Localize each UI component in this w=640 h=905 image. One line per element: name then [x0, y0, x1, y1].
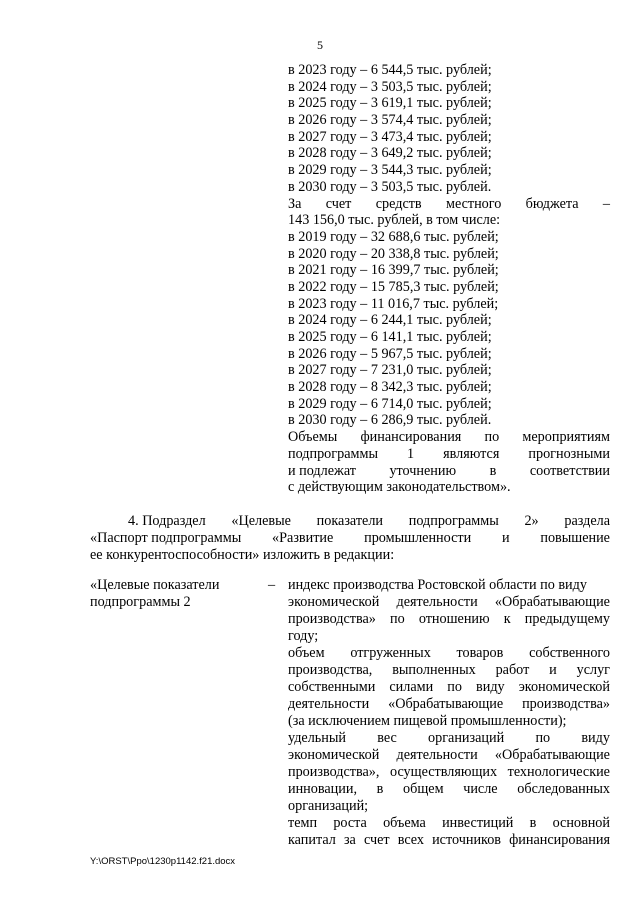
- word: объем: [288, 645, 325, 661]
- funding-year-line: в 2029 году – 6 714,0 тыс. рублей;: [288, 395, 492, 412]
- word: бюджета: [525, 195, 579, 212]
- word: финансирования: [509, 832, 610, 848]
- word: инвестиций: [442, 815, 514, 831]
- word: производства»: [288, 611, 376, 627]
- funding-year-line: в 2027 году – 3 473,4 тыс. рублей;: [288, 128, 492, 145]
- funding-year-line: в 2025 году – 6 141,1 тыс. рублей;: [288, 329, 492, 345]
- word: инновации,: [288, 781, 358, 797]
- word: 2»: [524, 513, 539, 529]
- word: –: [602, 195, 610, 212]
- paragraph-4-line: [90, 513, 610, 530]
- funding-year-line: в 2027 году – 7 231,0 тыс. рублей;: [288, 362, 492, 379]
- word: роста: [333, 815, 367, 831]
- word: подпрограммы: [288, 445, 378, 462]
- word: собственного: [529, 645, 610, 661]
- indicator-line: организаций;: [288, 798, 369, 814]
- word: производства»,: [288, 764, 380, 780]
- funding-year-line: в 2030 году – 3 503,5 тыс. рублей.: [288, 178, 492, 195]
- word: «Развитие: [272, 530, 334, 546]
- volumes-note-line: с действующим законодательством».: [288, 479, 511, 496]
- word: осуществляющих: [390, 764, 498, 780]
- indicator-line: [288, 747, 610, 764]
- indicator-line: [288, 815, 610, 832]
- word: общем: [403, 781, 444, 797]
- indicator-line: [288, 662, 610, 679]
- word: темп: [288, 815, 318, 831]
- word: в: [529, 815, 537, 831]
- word: промышленности: [364, 530, 472, 546]
- word: по: [447, 679, 462, 695]
- word: виду: [581, 730, 610, 746]
- word: средств: [375, 195, 422, 212]
- word: технологические: [507, 764, 610, 780]
- word: деятельности: [396, 594, 478, 610]
- word: товаров: [456, 645, 504, 661]
- funding-year-line: в 2021 году – 16 399,7 тыс. рублей;: [288, 262, 499, 279]
- funding-text-block: [288, 62, 610, 496]
- word: счет: [363, 832, 390, 848]
- word: «Обрабатывающие: [388, 696, 504, 712]
- word: 4. Подраздел: [128, 513, 206, 529]
- indicator-line: [288, 696, 610, 713]
- funding-year-line: в 2026 году – 5 967,5 тыс. рублей;: [288, 345, 492, 362]
- target-label-line: подпрограммы 2: [90, 594, 191, 610]
- paragraph-4-line: [90, 530, 610, 547]
- indicator-line: (за исключением пищевой промышленности);: [288, 713, 567, 729]
- funding-year-line: в 2019 году – 32 688,6 тыс. рублей;: [288, 228, 499, 245]
- word: по: [390, 611, 405, 627]
- word: «Целевые: [231, 513, 291, 529]
- word: виду: [476, 679, 505, 695]
- word: основной: [552, 815, 610, 831]
- word: финансирования: [360, 429, 462, 446]
- word: выполненных: [392, 662, 476, 678]
- word: показатели: [316, 513, 384, 529]
- word: являются: [443, 445, 500, 462]
- word: «Паспорт подпрограммы: [90, 530, 242, 546]
- word: всех: [397, 832, 424, 848]
- word: 1: [407, 445, 415, 462]
- word: по: [535, 730, 551, 746]
- word: прогнозными: [528, 445, 610, 462]
- indicator-line: [288, 577, 610, 594]
- volumes-note-line: [288, 463, 610, 480]
- word: подпрограммы: [408, 513, 499, 529]
- word: индекс производства Ростовской области по виду: [288, 577, 587, 593]
- word: раздела: [564, 513, 610, 529]
- indicator-line: [288, 764, 610, 781]
- word: Объемы: [288, 429, 338, 446]
- word: обследованных: [517, 781, 610, 797]
- indicator-line: году;: [288, 628, 319, 644]
- word: «Обрабатывающие: [494, 594, 610, 610]
- word: и: [549, 662, 557, 678]
- paragraph-4: [90, 513, 610, 564]
- word: повышение: [540, 530, 610, 546]
- funding-year-line: в 2023 году – 6 544,5 тыс. рублей;: [288, 62, 492, 78]
- funding-year-line: в 2030 году – 6 286,9 тыс. рублей.: [288, 412, 492, 429]
- indicator-line: [288, 594, 610, 611]
- funding-year-line: в 2025 году – 3 619,1 тыс. рублей;: [288, 95, 492, 112]
- word: экономической: [288, 594, 380, 610]
- funding-year-line: в 2029 году – 3 544,3 тыс. рублей;: [288, 162, 492, 179]
- page-number: 5: [317, 38, 323, 52]
- target-indicators-list: [288, 577, 610, 849]
- funding-year-line: в 2028 году – 8 342,3 тыс. рублей;: [288, 379, 492, 396]
- paragraph-4-line: ее конкурентоспособности» изложить в редакции:: [90, 547, 395, 563]
- word: За: [288, 195, 302, 212]
- word: организаций: [428, 730, 505, 746]
- word: «Обрабатывающие: [494, 747, 610, 763]
- word: по: [484, 429, 500, 446]
- funding-year-line: в 2024 году – 3 503,5 тыс. рублей;: [288, 78, 492, 95]
- word: местного: [445, 195, 502, 212]
- word: числе: [463, 781, 498, 797]
- word: производства,: [288, 662, 373, 678]
- word: отгруженных: [350, 645, 431, 661]
- word: объема: [383, 815, 426, 831]
- word: источников: [432, 832, 502, 848]
- word: вес: [377, 730, 397, 746]
- indicator-line: [288, 832, 610, 849]
- funding-lines-local: [288, 229, 610, 429]
- word: мероприятиям: [522, 429, 610, 446]
- word: капитал: [288, 832, 336, 848]
- word: экономической: [288, 747, 380, 763]
- word: и подлежат: [288, 462, 356, 479]
- volumes-note-line: [288, 429, 610, 446]
- label-dash: –: [268, 577, 276, 593]
- word: отношению: [418, 611, 490, 627]
- word: производства»: [522, 696, 610, 712]
- word: в: [376, 781, 384, 797]
- word: к: [503, 611, 511, 627]
- word: работ: [495, 662, 530, 678]
- funding-year-line: в 2020 году – 20 338,8 тыс. рублей;: [288, 245, 499, 262]
- local-budget-line: [288, 196, 610, 213]
- word: деятельности: [288, 696, 370, 712]
- indicator-line: [288, 679, 610, 696]
- local-budget-total: 143 156,0 тыс. рублей, в том числе:: [288, 212, 501, 229]
- indicator-line: [288, 611, 610, 628]
- indicator-line: [288, 645, 610, 662]
- word: экономической: [518, 679, 610, 695]
- funding-year-line: в 2024 году – 6 244,1 тыс. рублей;: [288, 312, 492, 329]
- word: собственными: [288, 679, 376, 695]
- funding-year-line: в 2023 году – 11 016,7 тыс. рублей;: [288, 295, 499, 312]
- funding-lines-top: [288, 62, 610, 196]
- indicator-line: [288, 730, 610, 747]
- indicator-line: [288, 781, 610, 798]
- target-label-line: «Целевые показатели: [90, 577, 220, 593]
- word: деятельности: [396, 747, 478, 763]
- word: и: [501, 530, 510, 546]
- file-path-footer: Y:\ORST\Ppo\1230p1142.f21.docx: [90, 856, 236, 867]
- volumes-note-line: [288, 446, 610, 463]
- word: соответствии: [529, 462, 610, 479]
- word: счет: [325, 195, 352, 212]
- word: силами: [389, 679, 434, 695]
- word: удельный: [288, 730, 346, 746]
- word: предыдущему: [524, 611, 610, 627]
- funding-year-line: в 2022 году – 15 785,3 тыс. рублей;: [288, 278, 499, 295]
- word: за: [343, 832, 356, 848]
- word: услуг: [576, 662, 610, 678]
- funding-year-line: в 2028 году – 3 649,2 тыс. рублей;: [288, 145, 492, 162]
- funding-year-line: в 2026 году – 3 574,4 тыс. рублей;: [288, 112, 492, 129]
- word: уточнению: [389, 462, 457, 479]
- word: в: [489, 462, 497, 479]
- target-indicators-label: [90, 577, 270, 611]
